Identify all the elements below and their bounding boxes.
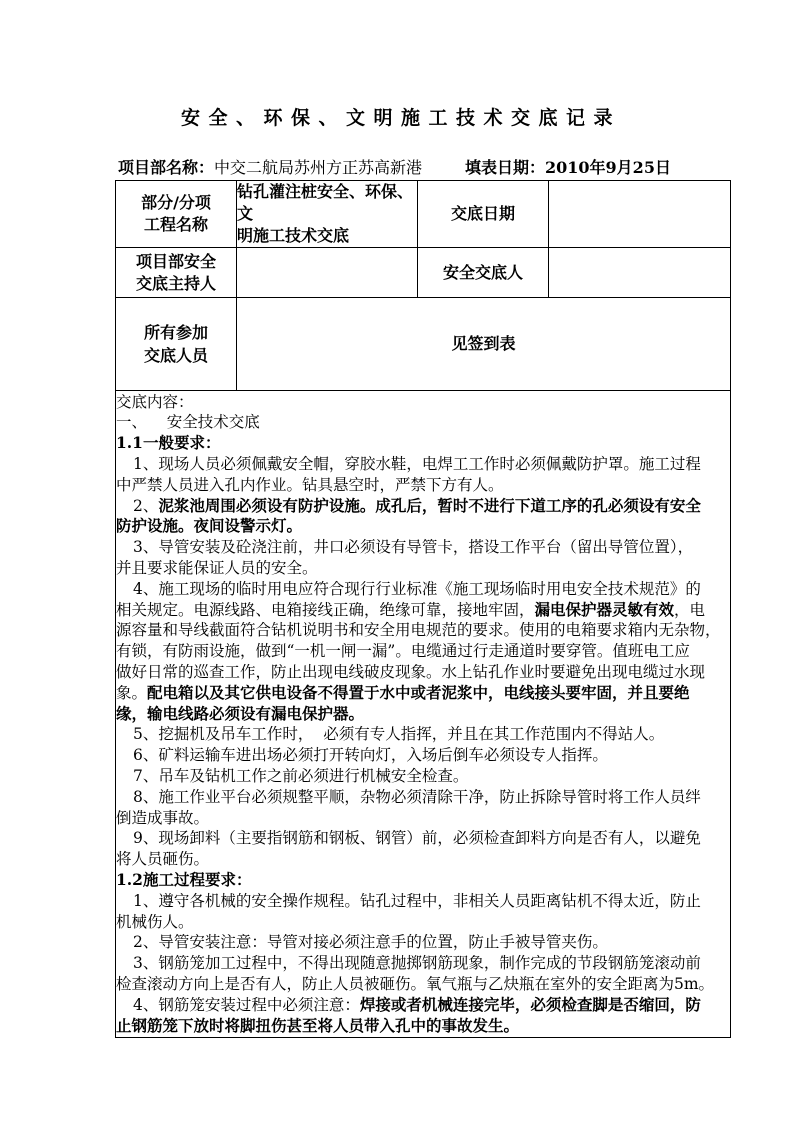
requirement-item: 2、	[133, 496, 159, 515]
content-line	[116, 1016, 730, 1037]
table-row	[116, 391, 731, 1038]
content-line	[116, 662, 730, 683]
part-name-value-line: 钻孔灌注桩安全、环保、文	[237, 182, 414, 223]
table-row	[116, 298, 731, 391]
content-line	[116, 600, 730, 621]
part-name-label-cell	[116, 181, 237, 248]
disclosure-date-label: 交底日期	[450, 204, 515, 223]
host-label-line: 交底主持人	[135, 273, 216, 293]
subsection-heading: 1.1一般要求：	[116, 433, 221, 453]
requirement-text: 并且要求能保证人员的安全。	[116, 559, 318, 578]
table-row	[116, 181, 731, 248]
attendees-label-line: 所有参加	[143, 323, 208, 342]
attendees-value: 见签到表	[451, 334, 516, 353]
content-line	[116, 995, 730, 1016]
project-name-label: 项目部名称：	[118, 158, 215, 177]
content-line	[116, 704, 730, 725]
requirement-text: 检查滚动方向上是否有人，防止人员被砸伤。氧气瓶与乙炔瓶在室外的安全距离为5m。	[116, 974, 715, 993]
requirement-emphasis: 防护设施。夜间设警示灯。	[116, 516, 303, 536]
content-line	[116, 787, 730, 808]
host-label-cell	[116, 248, 237, 298]
content-line	[116, 766, 730, 787]
requirement-text: 源容量和导线截面符合钻机说明书和安全用电规范的要求。使用的电箱要求箱内无杂物，	[116, 621, 721, 640]
content-line	[116, 828, 730, 849]
content-line	[116, 579, 730, 600]
content-line	[116, 745, 730, 766]
requirement-item: 9、现场卸料（主要指钢筋和钢板、钢管）前，必须检查卸料方向是否有人，以避免	[133, 829, 701, 848]
content-line	[116, 974, 730, 995]
requirement-text: 有锁，有防雨设施，做到“一机一闸一漏”。电缆通过行走通道时要穿管。值班电工应	[116, 642, 690, 661]
requirement-text: 将人员砸伤。	[116, 850, 210, 869]
requirement-item: 6、矿料运输车进出场必须打开转向灯，入场后倒车必须设专人指挥。	[133, 746, 608, 765]
content-line	[116, 412, 730, 433]
requirement-emphasis: 止钢筋笼下放时将脚扭伤甚至将人员带入孔中的事故发生。	[116, 1015, 520, 1035]
fill-date-value: 2010年9月25日	[545, 158, 671, 177]
attendees-value-cell[interactable]	[237, 298, 731, 391]
content-line	[116, 537, 730, 558]
content-line	[116, 433, 730, 454]
content-line	[116, 870, 730, 891]
requirement-item: 4、施工现场的临时用电应符合现行行业标准《施工现场临时用电安全技术规范》的	[133, 579, 701, 598]
project-name-value: 中交二航局苏州方正苏高新港	[214, 158, 423, 177]
host-label-line: 项目部安全	[135, 251, 216, 271]
content-line	[116, 454, 730, 475]
content-line	[116, 932, 730, 953]
disclosure-date-value-cell[interactable]	[549, 181, 731, 248]
requirement-item: 4、钢筋笼安装过程中必须注意：	[133, 995, 360, 1014]
disclosure-content-cell	[116, 391, 731, 1038]
content-line	[116, 558, 730, 579]
requirement-item: 2、导管安装注意：导管对接必须注意手的位置，防止手被导管夹伤。	[133, 933, 608, 952]
fill-date-row	[465, 158, 671, 178]
content-line	[116, 641, 730, 662]
requirement-item: 1、现场人员必须佩戴安全帽，穿胶水鞋，电焊工工作时必须佩戴防护罩。施工过程	[133, 455, 701, 474]
disclosure-content-label: 交底内容：	[116, 392, 194, 411]
host-value-cell[interactable]	[237, 248, 418, 298]
content-line	[116, 724, 730, 745]
disclosure-date-label-cell	[418, 181, 549, 248]
content-line	[116, 891, 730, 912]
discloser-value-cell[interactable]	[549, 248, 731, 298]
content-line	[116, 953, 730, 974]
content-line	[116, 620, 730, 641]
requirement-text: 机械伤人。	[116, 912, 194, 931]
content-line	[116, 496, 730, 517]
content-line	[116, 849, 730, 870]
requirement-emphasis: 配电箱以及其它供电设备不得置于水中或者泥浆中，电线接头要牢固，并且要绝	[147, 682, 690, 702]
requirement-emphasis: 泥浆池周围必须设有防护设施。成孔后，暂时不进行下道工序的孔必须设有安全	[158, 495, 701, 515]
attendees-label-line: 交底人员	[143, 346, 208, 365]
content-line	[116, 475, 730, 496]
document-title: 安全、环保、文明施工技术交底记录	[180, 107, 621, 129]
requirement-text: ，电	[674, 600, 706, 619]
section-heading: 一、 安全技术交底	[116, 413, 260, 432]
table-row	[116, 248, 731, 298]
requirement-item: 3、钢筋笼加工过程中，不得出现随意抛掷钢筋现象，制作完成的节段钢筋笼滚动前	[133, 954, 701, 973]
discloser-label-cell	[418, 248, 549, 298]
requirement-text: 象。	[116, 683, 148, 702]
subsection-heading: 1.2施工过程要求：	[116, 869, 252, 889]
requirement-item: 1、遵守各机械的安全操作规程。钻孔过程中，非相关人员距离钻机不得太近，防止	[133, 891, 701, 910]
attendees-label-cell	[116, 298, 237, 391]
content-line	[116, 808, 730, 829]
disclosure-record-table	[115, 180, 731, 1038]
requirement-item: 8、施工作业平台必须规整平顺，杂物必须清除干净，防止拆除导管时将工作人员绊	[133, 787, 701, 806]
part-name-label-line: 工程名称	[143, 215, 208, 234]
requirement-text: 倒造成事故。	[116, 808, 210, 827]
requirement-item: 7、吊车及钻机工作之前必须进行机械安全检查。	[133, 766, 469, 785]
fill-date-label: 填表日期：	[465, 158, 546, 177]
content-line	[116, 392, 730, 413]
requirement-text: 相关规定。电源线路、电箱接线正确，绝缘可靠，接地牢固，	[116, 600, 535, 619]
requirement-emphasis: 缘，输电线路必须设有漏电保护器。	[116, 703, 365, 723]
content-line	[116, 516, 730, 537]
discloser-label: 安全交底人	[442, 262, 523, 282]
project-name-row	[118, 158, 422, 178]
part-name-value-line: 明施工技术交底	[237, 226, 350, 245]
part-name-value-cell[interactable]	[237, 181, 418, 248]
requirement-text: 中严禁人员进入孔内作业。钻具悬空时，严禁下方有人。	[116, 475, 504, 494]
part-name-label-line: 部分/分项	[141, 193, 211, 212]
requirement-emphasis: 焊接或者机械连接完毕，必须检查脚是否缩回，防	[359, 994, 701, 1014]
requirement-emphasis: 漏电保护器灵敏有效	[534, 599, 675, 619]
content-line	[116, 912, 730, 933]
requirement-item: 3、导管安装及砼浇注前，井口必须设有导管卡，搭设工作平台（留出导管位置），	[133, 538, 694, 557]
content-line	[116, 683, 730, 704]
requirement-text: 做好日常的巡查工作，防止出现电线破皮现象。水上钻孔作业时要避免出现电缆过水现	[116, 663, 706, 681]
requirement-item: 5、挖掘机及吊车工作时， 必须有专人指挥，并且在其工作范围内不得站人。	[133, 725, 665, 744]
